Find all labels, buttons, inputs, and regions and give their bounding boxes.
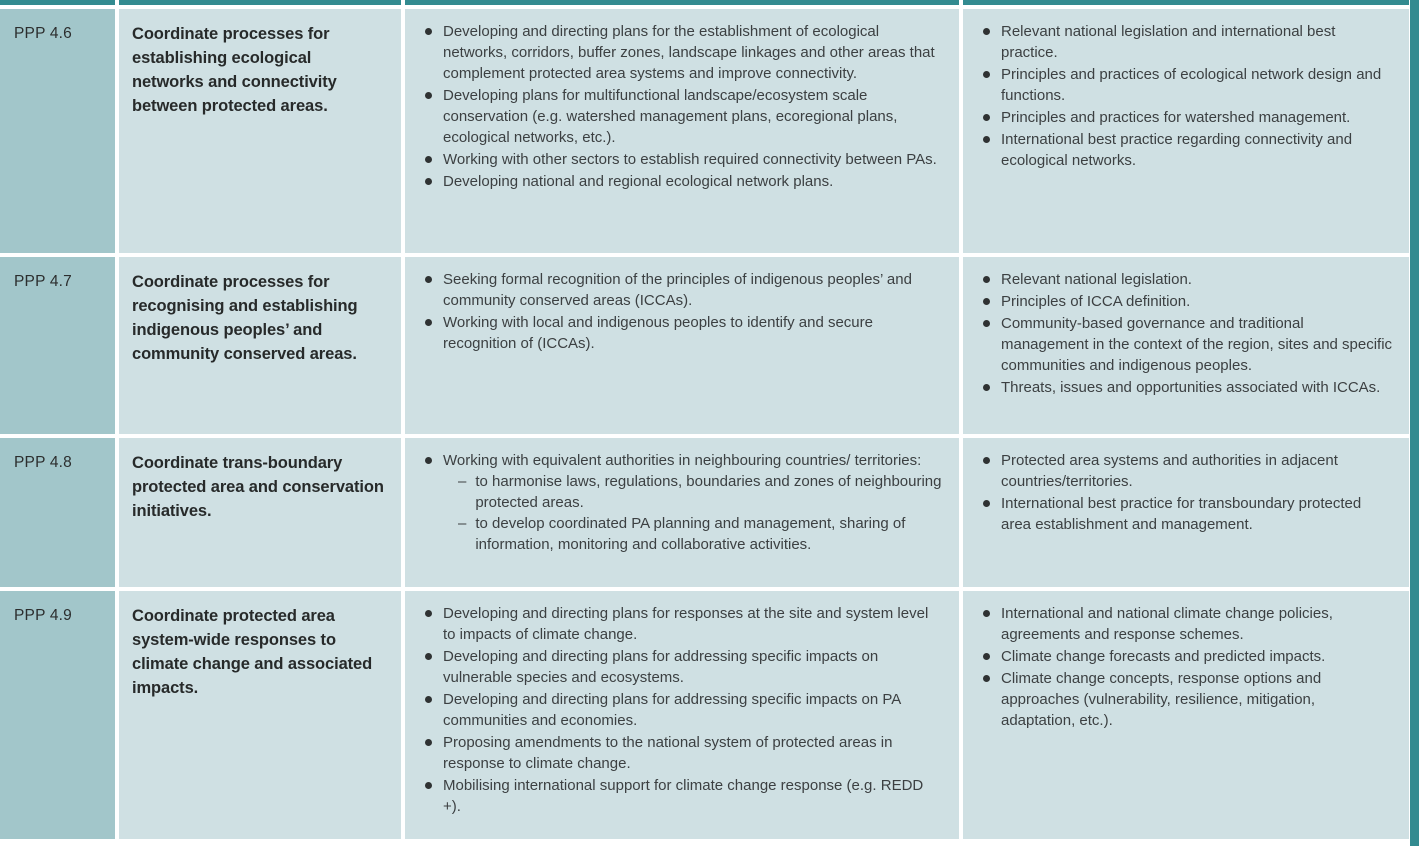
row-skills-cell (405, 438, 959, 587)
bullet-item (983, 377, 1393, 398)
bullet-item (425, 171, 943, 192)
knowledge-item-text: Relevant national legislation and international best practice. (1001, 23, 1336, 61)
bullet-icon (983, 298, 990, 305)
bullet-icon (983, 675, 990, 682)
skill-item-text: Developing and directing plans for responses at the site and system level to impacts of climate change. (443, 605, 929, 643)
bullet-item (983, 646, 1393, 667)
bullet-icon (983, 610, 990, 617)
knowledge-item-text: Protected area systems and authorities in adjacent countries/territories. (1001, 452, 1338, 490)
bullet-icon (983, 320, 990, 327)
code-label: PPP 4.7 (14, 273, 72, 290)
page-edge-bar (1410, 0, 1419, 846)
bullet-icon (983, 384, 990, 391)
row-skills-cell (405, 591, 959, 839)
bullet-item (425, 85, 943, 148)
knowledge-item-text: Principles and practices of ecological network design and functions. (1001, 66, 1382, 104)
row-code-cell (0, 438, 115, 587)
bullet-icon (425, 178, 432, 185)
skill-sub-item-text: to harmonise laws, regulations, boundaries and zones of neighbouring protected areas. (475, 473, 942, 511)
bullet-item (425, 603, 943, 645)
row-code-cell (0, 591, 115, 839)
row-knowledge-cell (963, 438, 1409, 587)
bullet-icon (425, 653, 432, 660)
bullet-icon (983, 136, 990, 143)
knowledge-item-text: Climate change forecasts and predicted impacts. (1001, 648, 1326, 665)
skill-item-text: Proposing amendments to the national system of protected areas in response to climate change. (443, 734, 893, 772)
bullet-icon (983, 71, 990, 78)
competence-text: Coordinate processes for establishing ecological networks and connectivity between protected areas. (132, 25, 337, 115)
bullet-item (425, 269, 943, 311)
row-code-cell (0, 257, 115, 434)
skill-item-text: Working with other sectors to establish required connectivity between PAs. (443, 151, 937, 168)
skills-list (425, 603, 943, 817)
bullet-icon (983, 28, 990, 35)
bullet-icon (425, 782, 432, 789)
dash-icon: – (458, 473, 467, 490)
bullet-icon (983, 114, 990, 121)
row-skills-cell (405, 9, 959, 253)
knowledge-list (983, 450, 1393, 535)
skill-item-text: Working with equivalent authorities in neighbouring countries/ territories: (443, 452, 922, 469)
knowledge-list (983, 269, 1393, 398)
bullet-icon (425, 610, 432, 617)
bullet-item (983, 450, 1393, 492)
bullet-item (983, 64, 1393, 106)
skill-item-text: Developing and directing plans for addressing specific impacts on PA communities and economies. (443, 691, 901, 729)
bullet-item (425, 689, 943, 731)
bullet-item (983, 269, 1393, 290)
knowledge-item-text: International best practice regarding connectivity and ecological networks. (1001, 131, 1353, 169)
bullet-icon (425, 696, 432, 703)
knowledge-list (983, 21, 1393, 171)
bullet-item (983, 107, 1393, 128)
bullet-item (425, 312, 943, 354)
competence-text: Coordinate protected area system-wide responses to climate change and associated impacts. (132, 607, 373, 697)
skills-list (425, 269, 943, 354)
row-knowledge-cell (963, 591, 1409, 839)
knowledge-list (983, 603, 1393, 731)
code-label: PPP 4.8 (14, 454, 72, 471)
bullet-item (425, 450, 943, 555)
bullet-item (983, 603, 1393, 645)
row-knowledge-cell (963, 9, 1409, 253)
bullet-item (983, 313, 1393, 376)
sub-bullet-item (443, 471, 943, 513)
row-skills-cell (405, 257, 959, 434)
bullet-icon (425, 28, 432, 35)
bullet-icon (425, 156, 432, 163)
bullet-item (425, 646, 943, 688)
knowledge-item-text: Relevant national legislation. (1001, 271, 1192, 288)
row-competence-cell (119, 591, 401, 839)
skill-item-text: Developing national and regional ecological network plans. (443, 173, 834, 190)
bullet-icon (983, 500, 990, 507)
table-top-border (0, 0, 115, 5)
row-code-cell (0, 9, 115, 253)
skill-item-text: Working with local and indigenous peoples to identify and secure recognition of (ICCAs). (443, 314, 873, 352)
bullet-icon (983, 457, 990, 464)
row-knowledge-cell (963, 257, 1409, 434)
knowledge-item-text: Principles of ICCA definition. (1001, 293, 1191, 310)
knowledge-item-text: International and national climate change policies, agreements and response schemes. (1001, 605, 1333, 643)
bullet-item (425, 775, 943, 817)
knowledge-item-text: Climate change concepts, response options and approaches (vulnerability, resilience, mitigation, adaptation, etc.). (1001, 670, 1322, 729)
skill-item-text: Developing and directing plans for addressing specific impacts on vulnerable species and ecosystems. (443, 648, 879, 686)
code-label: PPP 4.6 (14, 25, 72, 42)
competence-text: Coordinate processes for recognising and establishing indigenous peoples’ and community conserved areas. (132, 273, 358, 363)
bullet-icon (425, 319, 432, 326)
knowledge-item-text: Threats, issues and opportunities associated with ICCAs. (1001, 379, 1381, 396)
knowledge-item-text: Community-based governance and traditional management in the context of the region, sites and specific communities and indigenous peoples. (1001, 315, 1393, 374)
table-top-border (405, 0, 959, 5)
row-competence-cell (119, 9, 401, 253)
bullet-icon (425, 276, 432, 283)
skills-list (425, 450, 943, 555)
code-label: PPP 4.9 (14, 607, 72, 624)
table-top-border (119, 0, 401, 5)
skill-item-text: Developing and directing plans for the establishment of ecological networks, corridors, buffer zones, landscape linkages and other areas that complement protected area systems and improve connectivity. (443, 23, 935, 82)
skill-item-text: Developing plans for multifunctional landscape/ecosystem scale conservation (e.g. watershed management plans, ecoregional plans, ecological networks, etc.). (443, 87, 898, 146)
bullet-item (425, 21, 943, 84)
skill-item-text: Mobilising international support for climate change response (e.g. REDD +). (443, 777, 924, 815)
bullet-item (983, 668, 1393, 731)
competence-text: Coordinate trans-boundary protected area and conservation initiatives. (132, 454, 384, 520)
row-competence-cell (119, 257, 401, 434)
bullet-item (425, 149, 943, 170)
bullet-item (425, 732, 943, 774)
bullet-item (983, 493, 1393, 535)
bullet-icon (425, 457, 432, 464)
skills-list (425, 21, 943, 192)
knowledge-item-text: International best practice for transboundary protected area establishment and management. (1001, 495, 1362, 533)
bullet-icon (425, 739, 432, 746)
bullet-icon (983, 653, 990, 660)
bullet-item (983, 129, 1393, 171)
sub-bullet-item (443, 513, 943, 555)
dash-icon: – (458, 515, 467, 532)
bullet-icon (983, 276, 990, 283)
table-top-border (963, 0, 1409, 5)
row-competence-cell (119, 438, 401, 587)
skill-item-text: Seeking formal recognition of the principles of indigenous peoples’ and community conserved areas (ICCAs). (443, 271, 912, 309)
bullet-item (983, 21, 1393, 63)
skill-sub-item-text: to develop coordinated PA planning and management, sharing of information, monitoring and collaborative activities. (475, 515, 906, 553)
knowledge-item-text: Principles and practices for watershed management. (1001, 109, 1351, 126)
bullet-icon (425, 92, 432, 99)
bullet-item (983, 291, 1393, 312)
